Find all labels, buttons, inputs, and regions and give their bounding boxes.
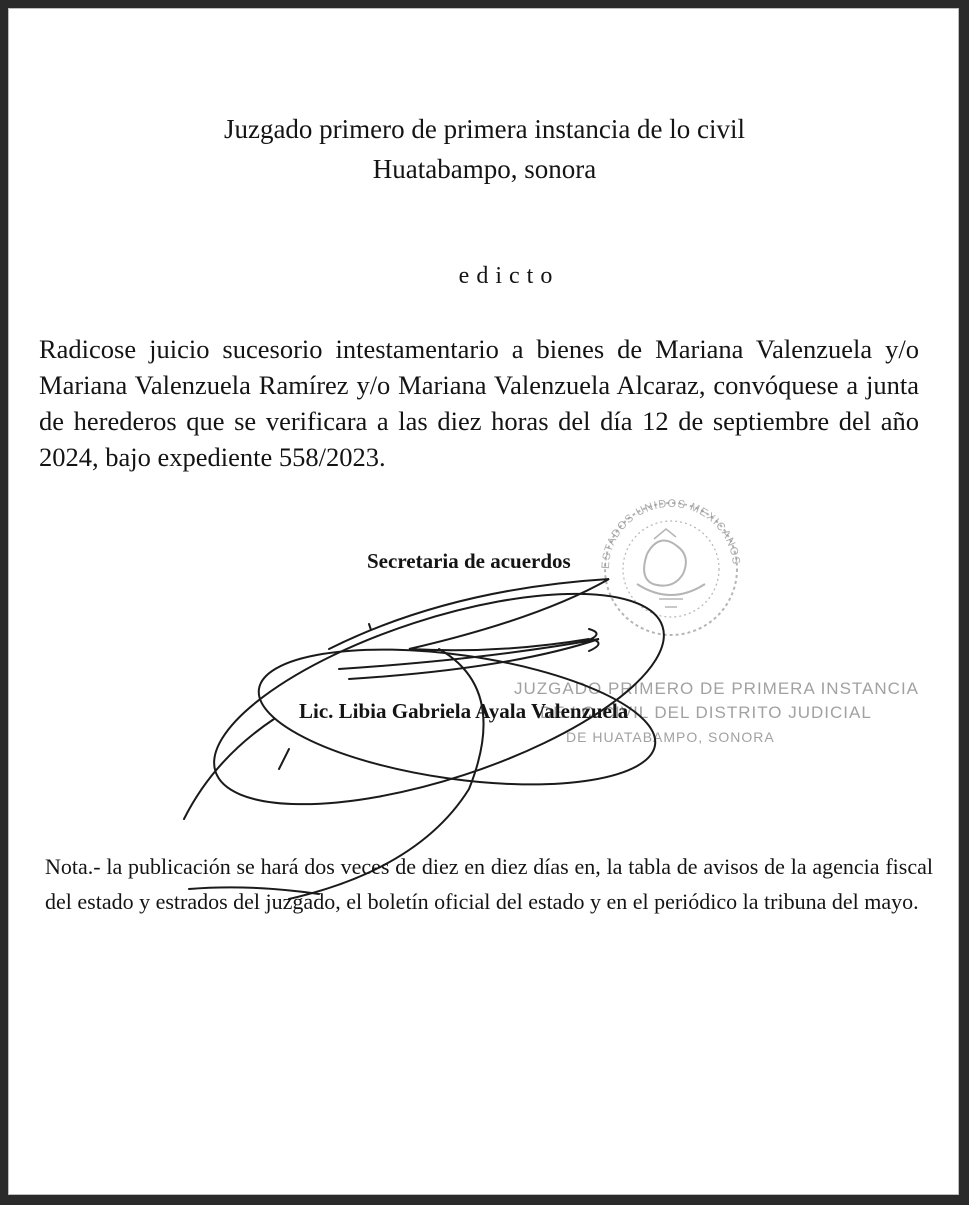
publication-note: Nota.- la publicación se hará dos veces de diez en diez días en, la tabla de avisos de la agencia fiscal del estado y estrados del juzgado, el boletín oficial del estado y en el periódico la tribuna del mayo. bbox=[45, 854, 933, 914]
document-page bbox=[8, 8, 959, 1195]
handwritten-signature bbox=[9, 9, 959, 1195]
seal-text: ESTADOS UNIDOS MEXICANOS bbox=[599, 497, 742, 570]
stamp-line-2: DE LO CIVIL DEL DISTRITO JUDICIAL bbox=[540, 703, 872, 722]
edict-body: Radicose juicio sucesorio intestamentario a bienes de Mariana Valenzuela y/o Mariana Valenzuela Ramírez y/o Mariana Valenzuela Alcaraz, convóquese a junta de herederos que se verificara a las diez horas del día 12 de septiembre del año 2024, bajo expediente 558/2023. bbox=[39, 334, 919, 472]
court-location: Huatabampo, sonora bbox=[372, 154, 597, 184]
court-name: Juzgado primero de primera instancia de lo civil bbox=[223, 114, 746, 144]
document-title: edicto bbox=[458, 263, 560, 289]
stamp-line-1: JUZGADO PRIMERO DE PRIMERA INSTANCIA bbox=[514, 679, 920, 698]
signatory-role: Secretaria de acuerdos bbox=[367, 549, 571, 573]
stamp-line-3: DE HUATABAMPO, SONORA bbox=[566, 729, 775, 745]
signatory-name: Lic. Libia Gabriela Ayala Valenzuela bbox=[299, 699, 629, 723]
